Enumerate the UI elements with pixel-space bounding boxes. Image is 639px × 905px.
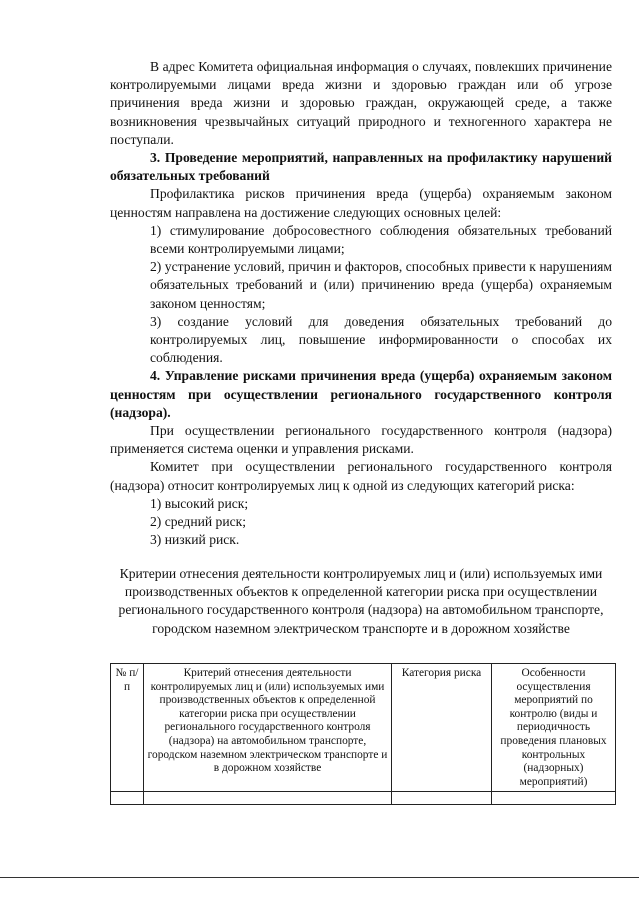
- section-4-heading: 4. Управление рисками причинения вреда (ущерба) охраняемым законом ценностям при осуществлении регионального государственного контроля (надзора).: [110, 368, 612, 420]
- criteria-title-text: Критерии отнесения деятельности контролируемых лиц и (или) используемых ими производственных объектов к определенной категории риска при осуществлении регионального государственного контроля (надзора) на автомобильном транспорте, городском наземном электрическом транспорте и в дорожном хозяйстве: [118, 566, 604, 636]
- table-cell: [144, 792, 392, 805]
- table-cell: [392, 792, 492, 805]
- table-header-row: [111, 664, 616, 792]
- header-number: № п/п: [111, 664, 144, 792]
- paragraph-prevention-goals: Профилактика рисков причинения вреда (ущерба) охраняемым законом ценностям направлена на достижение следующих основных целей:: [110, 186, 612, 220]
- section-3-heading: 3. Проведение мероприятий, направленных на профилактику нарушений обязательных требований: [110, 150, 612, 184]
- document-body: [110, 58, 612, 549]
- table-cell: [111, 792, 144, 805]
- page-bottom-rule: [0, 877, 639, 878]
- paragraph-no-incidents: В адрес Комитета официальная информация о случаях, повлекших причинение контролируемыми лицами вреда жизни и здоровью граждан или об угрозе причинения вреда жизни и здоровью граждан, окружающей среде, а также возникновения чрезвычайных ситуаций природного и техногенного характера не поступали.: [110, 59, 612, 147]
- header-criterion: Критерий отнесения деятельности контролируемых лиц и (или) используемых ими производственных объектов к определенной категории риска при осуществлении регионального государственного контроля (надзора) на автомобильном транспорте, городском наземном электрическом транспорте и в дорожном хозяйстве: [144, 664, 392, 792]
- header-risk-category: Категория риска: [392, 664, 492, 792]
- risk-category-medium: 2) средний риск;: [150, 514, 247, 530]
- risk-category-high: 1) высокий риск;: [150, 495, 249, 511]
- criteria-title: [110, 565, 612, 638]
- paragraph-risk-system: При осуществлении регионального государственного контроля (надзора) применяется система оценки и управления рисками.: [110, 423, 612, 457]
- goal-item-3: 3) создание условий для доведения обязательных требований до контролируемых лиц, повышение информированности о способах их соблюдения.: [150, 313, 612, 366]
- risk-category-low: 3) низкий риск.: [150, 532, 240, 548]
- goal-item-2: 2) устранение условий, причин и факторов, способных привести к нарушениям обязательных требований и (или) причинению вреда (ущерба) охраняемым законом ценностям;: [150, 259, 612, 311]
- header-control-features: Особенности осуществления мероприятий по контролю (виды и периодичность проведения плановых контрольных (надзорных) мероприятий): [492, 664, 616, 792]
- goal-item-1: 1) стимулирование добросовестного соблюдения обязательных требований всеми контролируемыми лицами;: [150, 222, 612, 257]
- criteria-table: [110, 663, 616, 805]
- paragraph-risk-categories: Комитет при осуществлении регионального государственного контроля (надзора) относит контролируемых лиц к одной из следующих категорий риска:: [110, 459, 612, 493]
- table-row: [111, 792, 616, 805]
- table-cell: [492, 792, 616, 805]
